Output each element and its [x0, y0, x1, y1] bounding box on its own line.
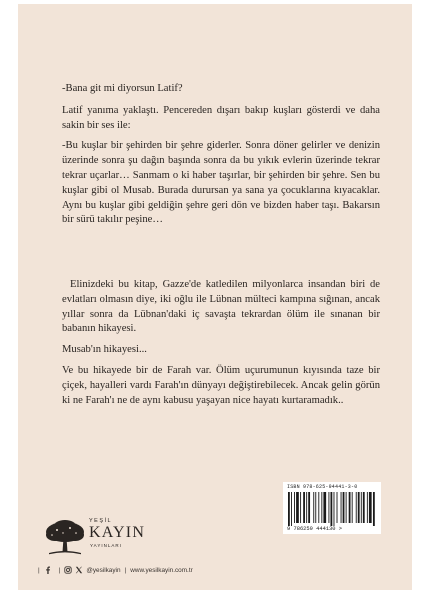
publisher-name: KAYIN [89, 524, 146, 541]
description-block [62, 278, 380, 414]
website-link[interactable]: www.yesilkayin.com.tr [130, 566, 193, 574]
facebook-icon[interactable] [44, 566, 52, 574]
description-paragraph-3: Ve bu hikayede bir de Farah var. Ölüm uçurumunun kıyısında taze bir çiçek, hayalleri vardı Farah'ın dünyayı değiştirebilecek. Ancak gelin görün ki ne Farah'ı ne de aynı kabusu yaşayan nice hayatı kurtaramadık.. [62, 364, 380, 406]
isbn-label: ISBN 978-625-94441-3-0 [287, 484, 358, 490]
description-paragraph-2: Musab'ın hikayesi... [62, 344, 147, 356]
excerpt-paragraph-2: Latif yanıma yaklaştı. Pencereden dışarı bakıp kuşları gösterdi ve daha sakin bir ses ile: [62, 104, 380, 131]
barcode [287, 492, 377, 526]
publisher-name-small: YEŞİL [89, 518, 113, 524]
x-icon[interactable] [75, 566, 83, 574]
divider: | [58, 566, 61, 574]
footer [34, 564, 193, 576]
isbn-barcode-box [283, 482, 381, 534]
instagram-icon[interactable] [64, 566, 72, 574]
tree-icon [43, 518, 87, 558]
publisher-logo [43, 516, 153, 562]
social-handle: @yesilkayin [86, 566, 121, 574]
excerpt-paragraph-1: -Bana git mi diyorsun Latif? [62, 83, 183, 94]
barcode-digits: 9 786259 444130 > [287, 526, 342, 532]
excerpt-paragraph-3: -Bu kuşlar bir şehirden bir şehre giderler. Sonra döner gelirler ve denizin üzerinde sonra şu dağın başında sonra da bu yıkık evlerin üzerinde tekrar tekrar uçarlar… Sanmam o ki haber taşırlar, bir şehirden bir şehre. Sen bu kuşlar gibi ol Musab. Burada durursan ya sana ya çocuklarına kıyacaklar. Aynı bu kuşlar gibi geldiğin şehre geri dön ve bizden haber taşı. Bakarsın bir sürü takılır peşine… [62, 140, 380, 226]
divider: | [38, 566, 40, 574]
divider: | [124, 566, 127, 574]
excerpt-block [62, 82, 380, 234]
description-paragraph-1: Elinizdeki bu kitap, Gazze'de katledilen milyonlarca insandan biri de evlatları olmasın diye, iki oğlu ile Lübnan mülteci kampına sığınan, ancak yıllar sonra da Lübnan'daki iç savaşta tekrardan ölüm ile sınanan bir babanın hikayesi. [62, 279, 380, 335]
publisher-subtitle: YAYINLARI [90, 543, 122, 548]
